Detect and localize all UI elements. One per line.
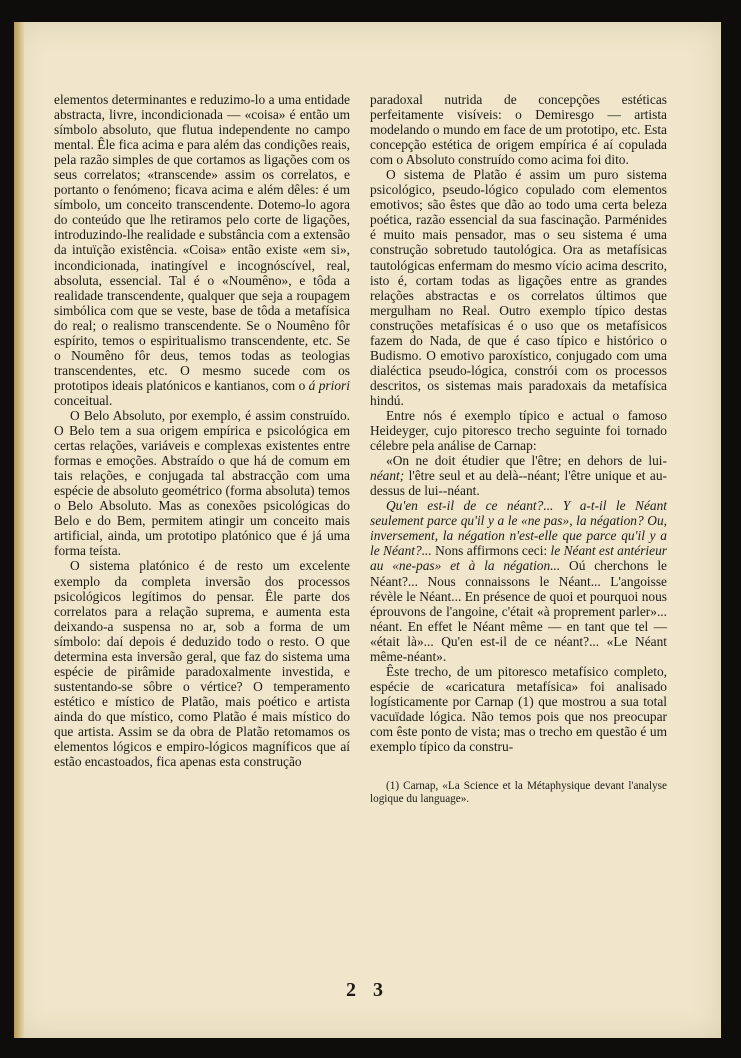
paragraph	[54, 558, 350, 769]
left-column	[54, 92, 350, 769]
paragraph	[54, 408, 350, 558]
quotation-text: «On ne doit étudier que l'être; en dehors de lui-	[386, 453, 667, 469]
quotation	[370, 498, 667, 664]
italic-text: Qu'en est-il de ce néant?... Y a-t-il le Néant seulement parce qu'il y a le «ne pas», la négation? Ou, inversement, la négation n'est-elle que parce qu'il y a le Néant?...	[370, 498, 667, 559]
italic-text: néant;	[370, 468, 405, 484]
paragraph-text: O sistema de Platão é assim um puro sistema psicológico, pseudo-lógico copulado com elementos emotivos; são êstes que dão ao todo uma certa beleza poética, razão essencial da sua fascinação. Parménides é muito mais pensador, mas o seu sistema é uma construção sobretudo tautológica. Ora as metafísicas tautológicas enfermam do mesmo vício acima descrito, isto é, cortam todas as ligações entre as grandes relações abstractas e os correlatos últimos que mergulham no Real. Outro exemplo típico destas construções metafísicas é o uso que os metafísicos fazem do Nada, de que é caso típico e histórico o Budismo. O emotivo paroxístico, conjugado com uma dialéctica pseudo-lógica, constrói com os processos descritos, os sistemas mais paradoxais da metafísica hindú.	[370, 167, 667, 408]
paragraph-text: paradoxal nutrida de concepções estéticas perfeitamente visíveis: o Demiresgo — artista modelando o mundo em face de um prototipo, etc. Esta concepção estética de origem empírica é aí copulada com o Absoluto construído como acima foi dito.	[370, 92, 667, 168]
paragraph	[370, 167, 667, 408]
footnote: (1) Carnap, «La Science et la Métaphysique devant l'analyse logique du language».	[370, 780, 667, 806]
paragraph-text: conceitual.	[54, 392, 113, 408]
italic-text: le Néant est antérieur au «ne-pas» et à la négation...	[370, 543, 667, 574]
right-column	[370, 92, 667, 806]
paragraph-text: Êste trecho, de um pitoresco metafísico completo, espécie de «caricatura metafísica» foi analisado logísticamente por Carnap (1) que mostrou a sua total vacuïdade lógica. Não temos pois que nos preocupar com êste ponto de vista; mas o trecho em questão é um exemplo típico da constru-	[370, 663, 667, 755]
quotation	[370, 453, 667, 498]
quotation-text: Oú cherchons le Néant?... Nous connaissons le Néant... L'angoisse révèle le Néant... En présence de quoi et pourquoi nous éprouvons de l'angoine, c'était «à proprement parler»... néant. En effet le Néant même — en tant que tel — «était là»... Qu'en est-il de ce néant?... «Le Néant même-néant».	[370, 558, 667, 664]
page-binding-edge	[14, 22, 24, 1038]
paragraph	[370, 92, 667, 167]
quotation-text: l'être seul et au delà--néant; l'être unique et au-dessus de lui--néant.	[370, 468, 667, 499]
paragraph-text: O sistema platónico é de resto um excelente exemplo da completa inversão dos processos psicológicos legítimos do pensar. Êle parte dos correlatos para a relação suprema, e aumenta esta deixando-a suspensa no ar, sob a forma de um símbolo: daí depois é deduzido todo o resto. O que determina esta inversão geral, que faz do sistema uma espécie de pirâmide paradoxalmente investida, e sustentando-se sôbre o vértice? O temperamento estético e místico de Platão, mais poético e artista ainda do que místico, como Platão é mais místico do que artista. Assim se da obra de Platão retomamos os elementos lógicos e empiro-lógicos magníficos que aí estão encastoados, fica apenas esta construção	[54, 558, 350, 770]
quotation-text: Nons affirmons ceci:	[431, 543, 551, 559]
book-page	[14, 22, 721, 1038]
paragraph-text: O Belo Absoluto, por exemplo, é assim construído. O Belo tem a sua origem empírica e psicológica em certas relações, variáveis e complexas existentes entre formas e emoções. Abstraído o que há de comum em tais relações, e conjugada tal abstracção com uma espécie de absoluto geométrico (forma absoluta) temos o Belo Absoluto. Mas as conexões psicológicas do Belo e do Bem, permitem atingir um conceito mais artificial, ainda, um prototipo platónico que é já uma forma teísta.	[54, 407, 350, 559]
paragraph	[54, 92, 350, 408]
paragraph	[370, 408, 667, 453]
italic-text: á priori	[308, 377, 350, 393]
paragraph	[370, 664, 667, 754]
page-number: 2 3	[346, 979, 389, 1001]
paragraph-text: elementos determinantes e reduzimo-lo a uma entidade abstracta, livre, incondicionada — «coisa» é então um símbolo absoluto, que flutua independente no campo mental. Êle fica acima e para além das condições reais, pela razão simples de que cortamos as ligações com os seus correlatos; «transcende» assim os correlatos, e portanto o fenómeno; ficava acima e além dêles: é um símbolo, um conceito transcendente. Dotemo-lo agora do conteúdo que lhe retiramos pelo corte de ligações, introduzindo-lhe realidade e substância com a extensão da intuïção existência. «Coisa» então existe «em si», incondicionada, inatingível e incognóscível, real, absoluta, essencial. Tal é o «Noumêno», e tôda a realidade transcendente, qualquer que seja a roupagem simbólica com que se veste, base de tôda a metafísica do real; o realismo transcendente. Se o Noumêno fôr espírito, temos o espiritualismo transcendente, etc. Se o Noumêno fôr deus, temos todas as teologias transcendentes, etc. O mesmo sucede com os prototipos ideais platónicos e kantianos, com o	[54, 92, 350, 393]
paragraph-text: Entre nós é exemplo típico e actual o famoso Heideyger, cujo pitoresco trecho seguinte foi tornado célebre pela análise de Carnap:	[370, 407, 667, 454]
